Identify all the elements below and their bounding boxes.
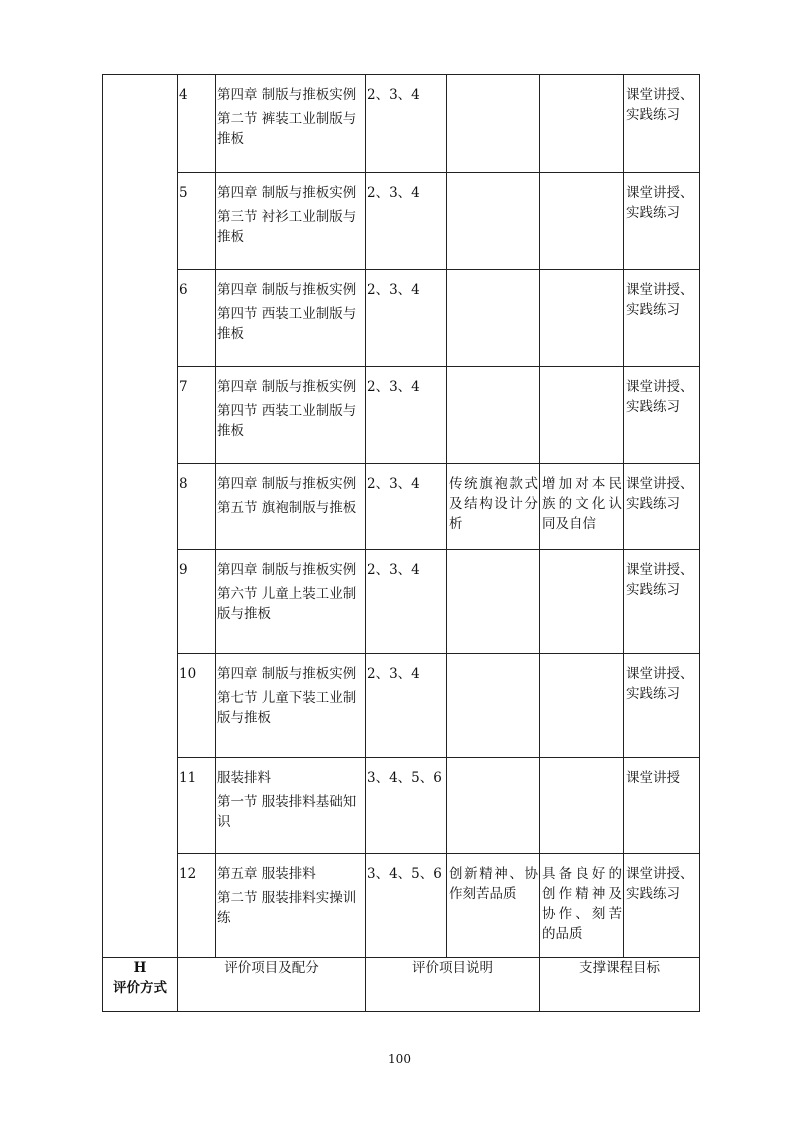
- chapter-title: 第四章 制版与推板实例: [217, 476, 357, 492]
- syllabus-table: [102, 74, 700, 1012]
- content-cell: [216, 75, 366, 173]
- evaluation-letter: H: [133, 960, 147, 976]
- table-row: [103, 270, 700, 367]
- content-cell: [216, 550, 366, 654]
- row-number: 5: [178, 173, 216, 270]
- section-title: 第二节 服装排料实操训练: [217, 890, 357, 926]
- page-number: 100: [388, 1052, 411, 1066]
- teaching-method: 课堂讲授、实践练习: [624, 464, 700, 550]
- table-row: [103, 654, 700, 758]
- ideology-element: [447, 173, 540, 270]
- content-cell: [216, 367, 366, 464]
- teaching-method: 课堂讲授、实践练习: [624, 854, 700, 958]
- chapter-title: 第四章 制版与推板实例: [217, 379, 357, 395]
- section-title: 第一节 服装排料基础知识: [217, 794, 357, 830]
- supported-goals: 2、3、4: [366, 270, 447, 367]
- teaching-method: 课堂讲授、实践练习: [624, 367, 700, 464]
- row-number: 8: [178, 464, 216, 550]
- row-number: 6: [178, 270, 216, 367]
- evaluation-label: 评价方式: [113, 980, 167, 996]
- evaluation-label-cell: [103, 958, 178, 1012]
- ideology-goal: 增加对本民族的文化认同及自信: [540, 464, 624, 550]
- ideology-element: [447, 758, 540, 854]
- chapter-title: 第四章 制版与推板实例: [217, 282, 357, 298]
- table-row: [103, 464, 700, 550]
- ideology-element: [447, 367, 540, 464]
- content-cell: [216, 464, 366, 550]
- section-title: 第四节 西装工业制版与推板: [217, 306, 357, 342]
- section-title: 第七节 儿童下装工业制版与推板: [217, 690, 357, 726]
- evaluation-description-header: 评价项目说明: [366, 958, 540, 1012]
- chapter-title: 第四章 制版与推板实例: [217, 562, 357, 578]
- table-row: [103, 367, 700, 464]
- supported-goals: 2、3、4: [366, 367, 447, 464]
- table-row: [103, 550, 700, 654]
- supported-goals: 2、3、4: [366, 550, 447, 654]
- blank-label-cell: [103, 75, 178, 958]
- teaching-method: 课堂讲授、实践练习: [624, 654, 700, 758]
- ideology-goal: 具备良好的创作精神及协作、刻苦的品质: [540, 854, 624, 958]
- ideology-element: [447, 75, 540, 173]
- supported-goals: 2、3、4: [366, 464, 447, 550]
- ideology-element: [447, 270, 540, 367]
- table-row: [103, 173, 700, 270]
- teaching-method: 课堂讲授、实践练习: [624, 173, 700, 270]
- section-title: 第四节 西装工业制版与推板: [217, 403, 357, 439]
- chapter-title: 第四章 制版与推板实例: [217, 185, 357, 201]
- supported-goals: 2、3、4: [366, 75, 447, 173]
- ideology-goal: [540, 654, 624, 758]
- supported-goals: 2、3、4: [366, 654, 447, 758]
- section-title: 第三节 衬衫工业制版与推板: [217, 209, 357, 245]
- ideology-element: 创新精神、协作刻苦品质: [447, 854, 540, 958]
- ideology-goal: [540, 270, 624, 367]
- row-number: 10: [178, 654, 216, 758]
- section-title: 第五节 旗袍制版与推板: [217, 500, 357, 516]
- ideology-element: [447, 654, 540, 758]
- teaching-method: 课堂讲授: [624, 758, 700, 854]
- section-title: 第二节 裤装工业制版与推板: [217, 111, 357, 147]
- table-row: [103, 854, 700, 958]
- content-cell: [216, 173, 366, 270]
- table-row: [103, 758, 700, 854]
- chapter-title: 第五章 服装排料: [217, 866, 316, 882]
- content-cell: [216, 270, 366, 367]
- row-number: 4: [178, 75, 216, 173]
- ideology-goal: [540, 367, 624, 464]
- content-cell: [216, 654, 366, 758]
- section-title: 第六节 儿童上装工业制版与推板: [217, 586, 357, 622]
- content-cell: [216, 854, 366, 958]
- chapter-title: 服装排料: [217, 770, 271, 786]
- content-cell: [216, 758, 366, 854]
- row-number: 12: [178, 854, 216, 958]
- ideology-goal: [540, 75, 624, 173]
- evaluation-items-header: 评价项目及配分: [178, 958, 366, 1012]
- evaluation-goals-header: 支撑课程目标: [540, 958, 700, 1012]
- ideology-goal: [540, 173, 624, 270]
- ideology-element: [447, 550, 540, 654]
- row-number: 11: [178, 758, 216, 854]
- ideology-goal: [540, 550, 624, 654]
- teaching-method: 课堂讲授、实践练习: [624, 270, 700, 367]
- supported-goals: 3、4、5、6: [366, 854, 447, 958]
- chapter-title: 第四章 制版与推板实例: [217, 87, 357, 103]
- chapter-title: 第四章 制版与推板实例: [217, 666, 357, 682]
- row-number: 9: [178, 550, 216, 654]
- supported-goals: 2、3、4: [366, 173, 447, 270]
- teaching-method: 课堂讲授、实践练习: [624, 75, 700, 173]
- supported-goals: 3、4、5、6: [366, 758, 447, 854]
- row-number: 7: [178, 367, 216, 464]
- ideology-element: 传统旗袍款式及结构设计分析: [447, 464, 540, 550]
- table-row: [103, 75, 700, 173]
- ideology-goal: [540, 758, 624, 854]
- evaluation-row: [103, 958, 700, 1012]
- teaching-method: 课堂讲授、实践练习: [624, 550, 700, 654]
